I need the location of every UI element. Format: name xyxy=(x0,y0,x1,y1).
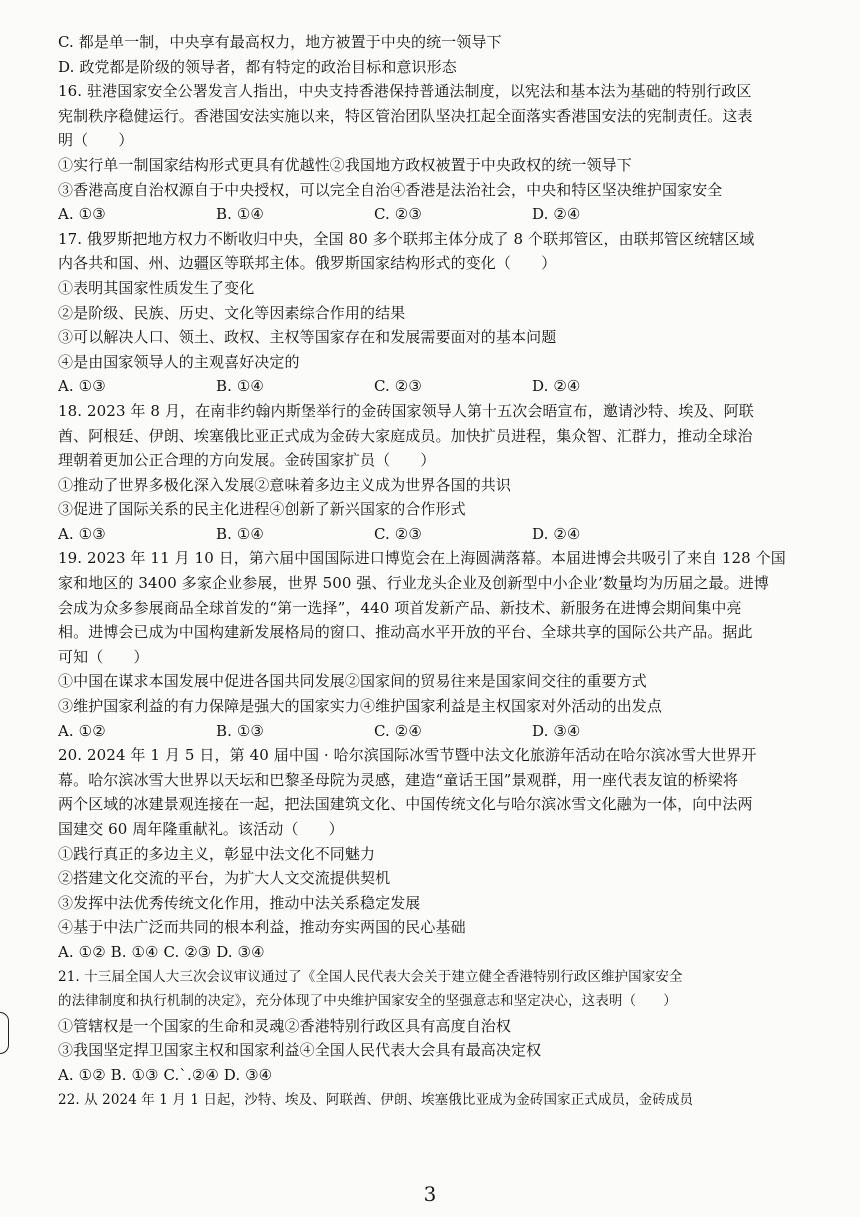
q16-stem: 明（ ） xyxy=(58,131,134,150)
q21-statements: ③我国坚定捍卫国家主权和国家利益④全国人民代表大会具有最高决定权 xyxy=(58,1041,542,1060)
q18-statements: ③促进了国际关系的民主化进程④创新了新兴国家的合作形式 xyxy=(58,500,466,519)
q20-stem: 两个区域的冰建景观连接在一起，把法国建筑文化、中国传统文化与哈尔滨冰雪文化融为一体，向中法两 xyxy=(58,795,753,814)
choice-c: C. ②③ xyxy=(374,205,422,224)
q20-statement: ④基于中法广泛而共同的根本利益，推动夯实两国的民心基础 xyxy=(58,918,466,937)
q20-choices: A. ①② B. ①④ C. ②③ D. ③④ xyxy=(58,942,265,961)
choice-d: D. ②④ xyxy=(532,524,581,543)
q21-stem: 的法律制度和执行机制的决定》，充分体现了中央维护国家安全的坚强意志和坚定决心，这表明（ ） xyxy=(58,993,677,1010)
q16-statements: ③香港高度自治权源自于中央授权，可以完全自治④香港是法治社会，中央和特区坚决维护国家安全 xyxy=(58,180,723,199)
q18-stem: 酋、阿根廷、伊朗、埃塞俄比亚正式成为金砖大家庭成员。加快扩员进程，集众智、汇群力，推动全球治 xyxy=(58,426,753,445)
q18-choices xyxy=(58,522,838,547)
option-c-line: C. 都是单一制，中央享有最高权力，地方被置于中央的统一领导下 xyxy=(58,33,502,51)
choice-c: C. ②③ xyxy=(374,377,422,396)
choice-b: B. ①④ xyxy=(216,524,264,543)
q16-stem: 16. 驻港国家安全公署发言人指出，中央支持香港保持普通法制度，以宪法和基本法为基础的特别行政区 xyxy=(58,82,752,101)
q21-stem: 21. 十三届全国人大三次会议审议通过了《全国人民代表大会关于建立健全香港特别行政区维护国家安全 xyxy=(58,968,683,985)
q18-statements: ①推动了世界多极化深入发展②意味着多边主义成为世界各国的共识 xyxy=(58,475,512,494)
q19-stem: 可知（ ） xyxy=(58,647,149,666)
choice-a: A. ①③ xyxy=(58,524,106,543)
choice-d: D. ③④ xyxy=(532,721,581,740)
choice-d: D. ②④ xyxy=(532,205,581,224)
q18-stem: 18. 2023 年 8 月，在南非约翰内斯堡举行的金砖国家领导人第十五次会晤宣布，邀请沙特、埃及、阿联 xyxy=(58,401,754,420)
q21-choices: A. ①② B. ①③ C.`.②④ D. ③④ xyxy=(58,1065,273,1084)
q18-stem: 理朝着更加公正合理的方向发展。金砖国家扩员（ ） xyxy=(58,451,436,470)
page-number: 3 xyxy=(423,1182,437,1206)
q19-stem: 19. 2023 年 11 月 10 日，第六届中国国际进口博览会在上海圆满落幕。本届进博会共吸引了来自 128 个国 xyxy=(58,549,786,568)
q20-statement: ③发挥中法优秀传统文化作用，推动中法关系稳定发展 xyxy=(58,893,421,912)
q17-stem: 内各共和国、州、边疆区等联邦主体。俄罗斯国家结构形式的变化（ ） xyxy=(58,254,557,273)
q17-statement: ④是由国家领导人的主观喜好决定的 xyxy=(58,352,300,371)
exam-page xyxy=(58,30,838,1112)
q19-statements: ①中国在谋求本国发展中促进各国共同发展②国家间的贸易往来是国家间交往的重要方式 xyxy=(58,672,647,691)
choice-c: C. ②④ xyxy=(374,721,422,740)
q19-stem: 家和地区的 3400 多家企业参展，世界 500 强、行业龙头企业及创新型中小企业’数量均为历届之最。进博 xyxy=(58,574,769,593)
choice-c: C. ②③ xyxy=(374,524,422,543)
choice-d: D. ②④ xyxy=(532,377,581,396)
q17-statement: ②是阶级、民族、历史、文化等因素综合作用的结果 xyxy=(58,303,406,322)
choice-b: B. ①④ xyxy=(216,377,264,396)
q19-choices xyxy=(58,719,838,744)
binding-edge-mark xyxy=(0,1012,9,1054)
choice-a: A. ①③ xyxy=(58,205,106,224)
q20-stem: 幕。哈尔滨冰雪大世界以天坛和巴黎圣母院为灵感，建造“童话王国”景观群，用一座代表友谊的桥梁将 xyxy=(58,770,738,789)
q20-stem: 国建交 60 周年隆重献礼。该活动（ ） xyxy=(58,820,344,838)
q17-stem: 17. 俄罗斯把地方权力不断收归中央，全国 80 多个联邦主体分成了 8 个联邦管区，由联邦管区统辖区域 xyxy=(58,229,755,248)
choice-b: B. ①④ xyxy=(216,205,264,224)
q19-statements: ③维护国家利益的有力保障是强大的国家实力④维护国家利益是主权国家对外活动的出发点 xyxy=(58,697,663,716)
choice-a: A. ①③ xyxy=(58,377,106,396)
q16-stem: 宪制秩序稳健运行。香港国安法实施以来，特区管治团队坚决扛起全面落实香港国安法的宪制责任。这表 xyxy=(58,106,753,125)
q17-statement: ③可以解决人口、领土、政权、主权等国家存在和发展需要面对的基本问题 xyxy=(58,328,557,347)
q22-stem: 22. 从 2024 年 1 月 1 日起，沙特、埃及、阿联酋、伊朗、埃塞俄比亚成为金砖国家正式成员，金砖成员 xyxy=(58,1091,694,1108)
q19-stem: 相。进博会已成为中国构建新发展格局的窗口、推动高水平开放的平台、全球共享的国际公共产品。据此 xyxy=(58,623,753,642)
q19-stem: 会成为众多参展商品全球首发的“第一选择”，440 项首发新产品、新技术、新服务在进博会期间集中亮 xyxy=(58,598,742,617)
q20-statement: ②搭建文化交流的平台，为扩大人文交流提供契机 xyxy=(58,869,391,888)
choice-a: A. ①② xyxy=(58,721,106,740)
q17-statement: ①表明其国家性质发生了变化 xyxy=(58,278,255,297)
q21-statements: ①管辖权是一个国家的生命和灵魂②香港特别行政区具有高度自治权 xyxy=(58,1016,512,1035)
option-d-line: D. 政党都是阶级的领导者，都有特定的政治目标和意识形态 xyxy=(58,57,457,76)
q16-statements: ①实行单一制国家结构形式更具有优越性②我国地方政权被置于中央政权的统一领导下 xyxy=(58,155,632,174)
q16-choices xyxy=(58,202,838,227)
q20-statement: ①践行真正的多边主义，彰显中法文化不同魅力 xyxy=(58,844,376,863)
choice-b: B. ①③ xyxy=(216,721,264,740)
q20-stem: 20. 2024 年 1 月 5 日，第 40 届中国 · 哈尔滨国际冰雪节暨中法文化旅游年活动在哈尔滨冰雪大世界开 xyxy=(58,746,757,765)
q17-choices xyxy=(58,374,838,399)
